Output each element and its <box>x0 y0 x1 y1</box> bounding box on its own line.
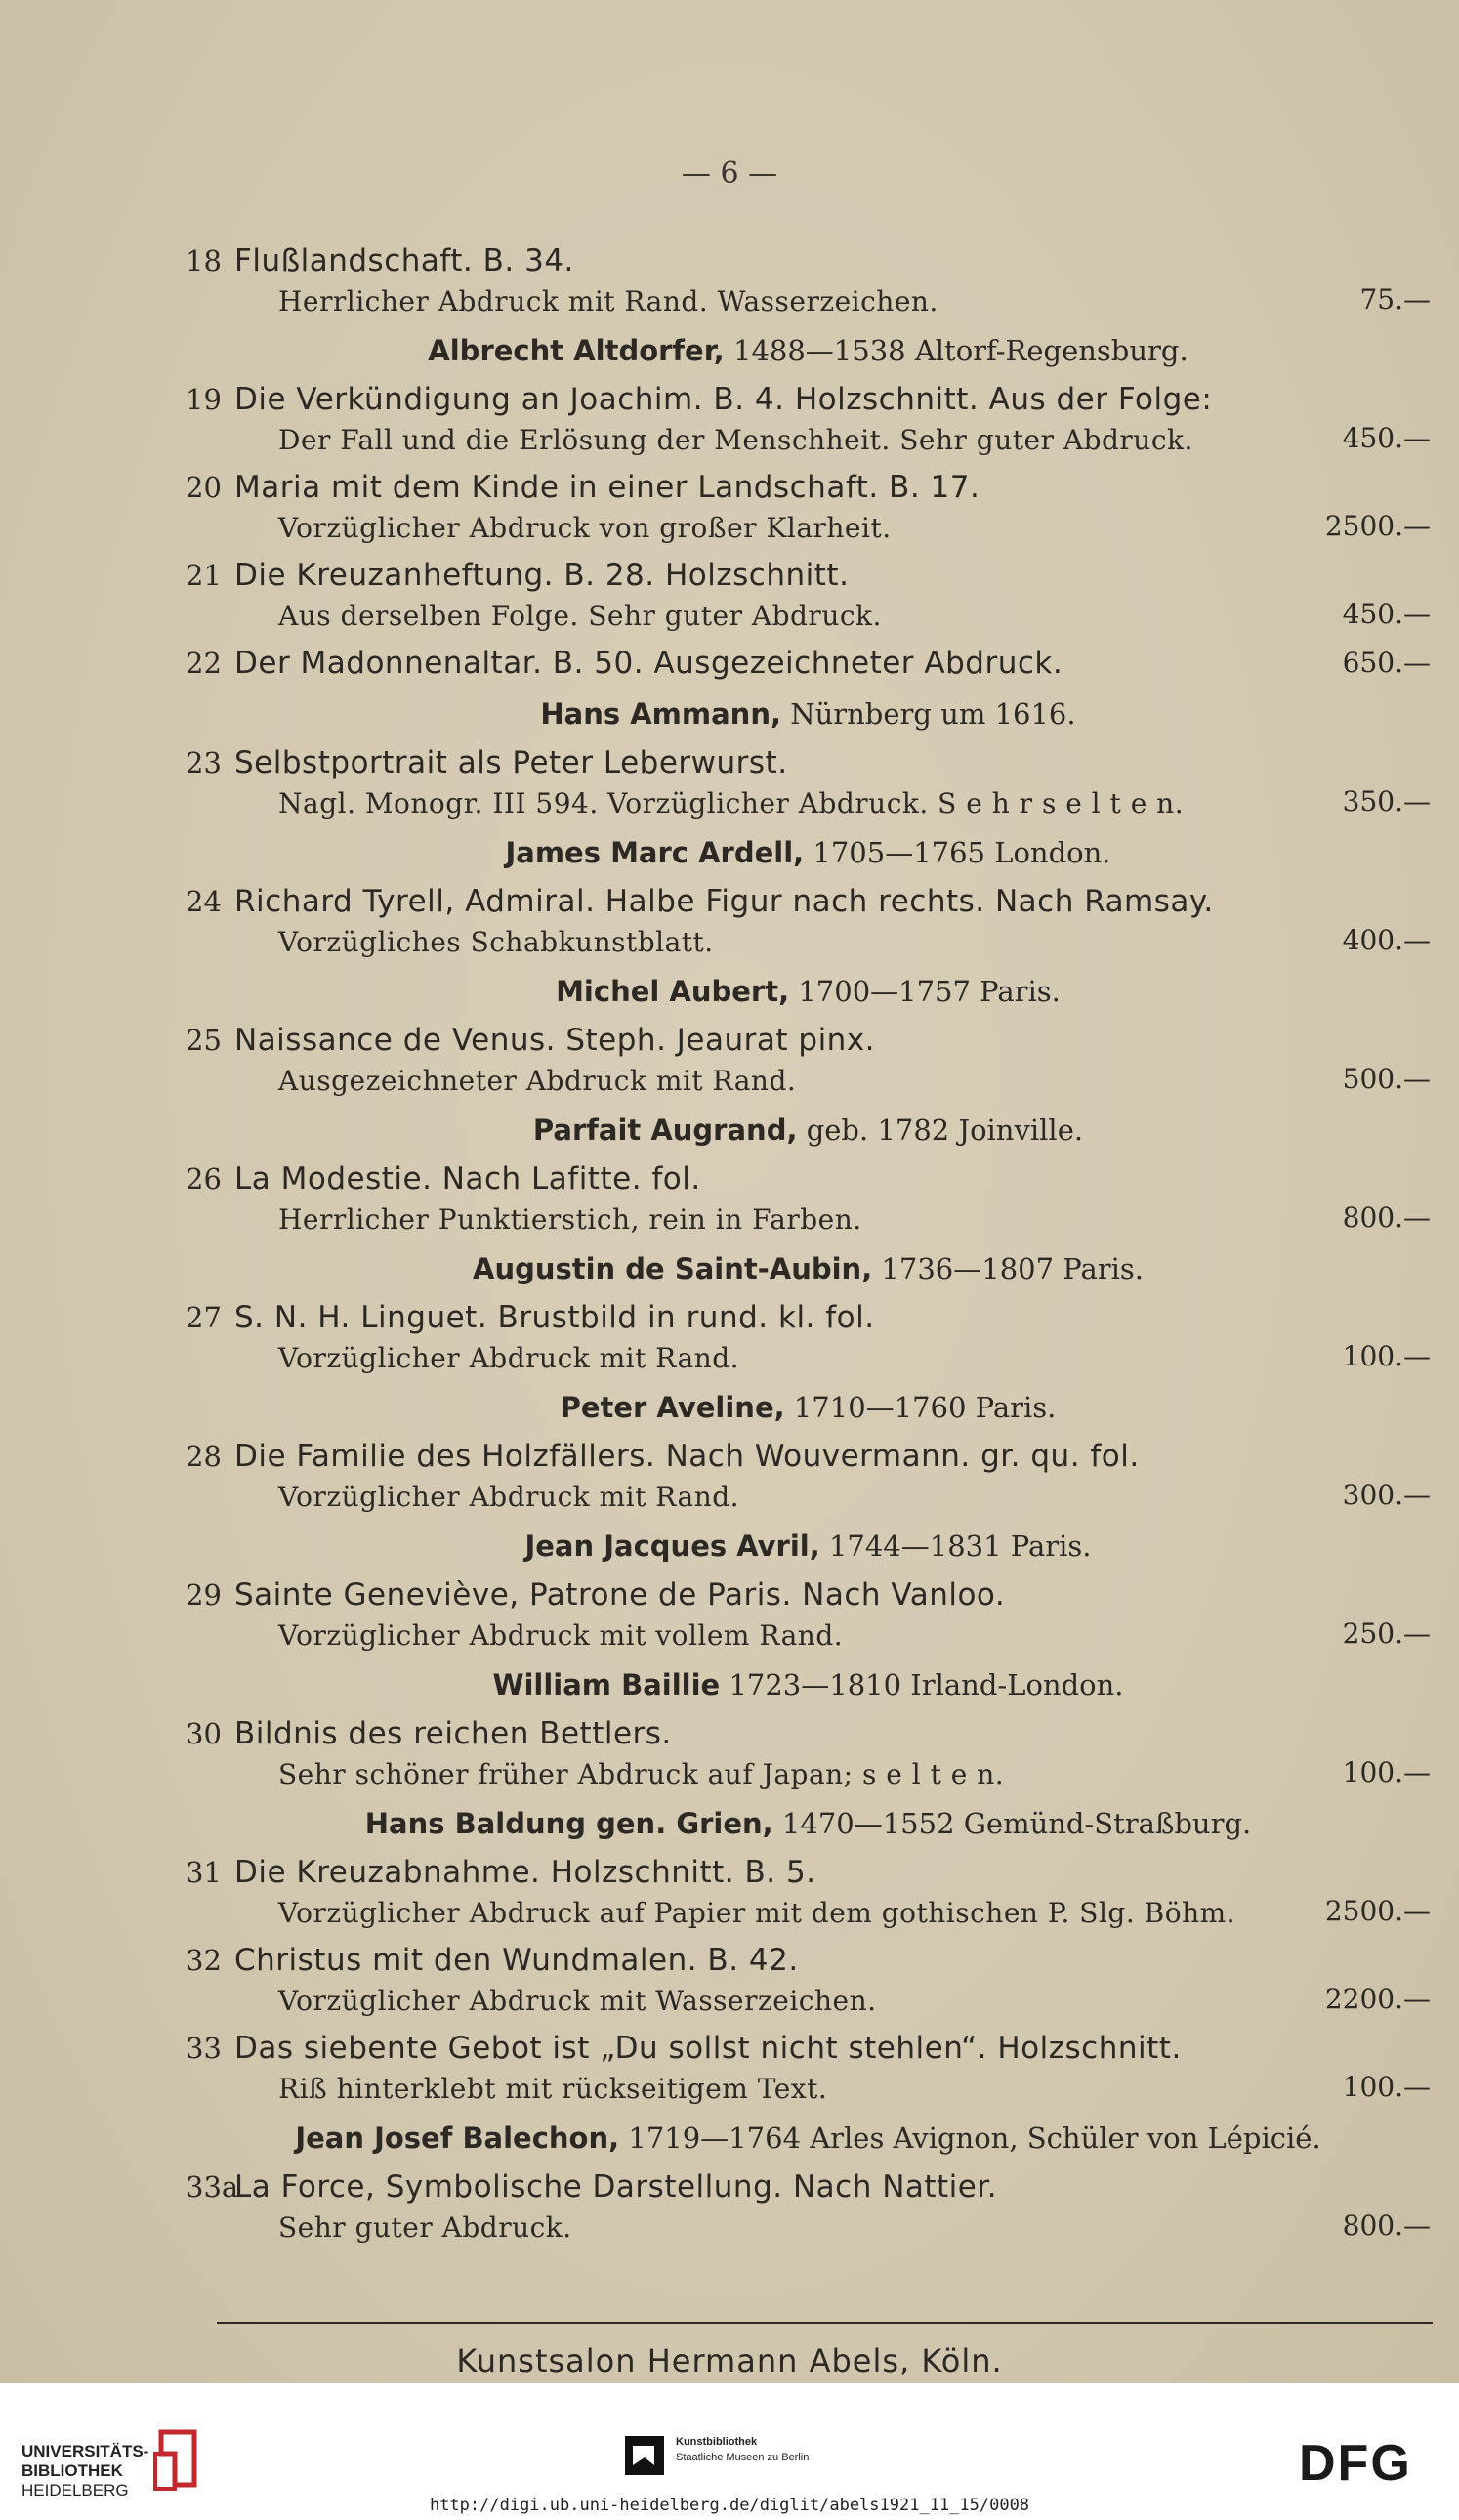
item-description: Vorzüglicher Abdruck mit Rand. <box>278 1481 740 1513</box>
catalog-item <box>186 2165 1431 2247</box>
item-description: Herrlicher Abdruck mit Rand. Wasserzeichen. <box>278 285 938 317</box>
catalog-item <box>186 466 1431 548</box>
catalog-item <box>186 1851 1431 1933</box>
kunstbibliothek-logo-icon[interactable] <box>625 2436 664 2475</box>
item-price: 100.— <box>1342 2071 1431 2103</box>
item-title-line <box>186 1157 1431 1200</box>
artist-heading <box>186 1384 1431 1431</box>
item-number: 28 <box>186 1440 222 1473</box>
item-number: 24 <box>186 885 222 918</box>
artist-heading <box>186 691 1431 737</box>
uni-logo-line3: HEIDELBERG <box>21 2481 129 2499</box>
artist-name: Albrecht Altdorfer, <box>428 334 725 367</box>
item-description: Riß hinterklebt mit rückseitigem Text. <box>278 2073 828 2105</box>
item-number: 21 <box>186 559 222 592</box>
item-price: 100.— <box>1342 1340 1431 1372</box>
artist-name: Michel Aubert, <box>556 975 790 1008</box>
item-price: 400.— <box>1342 924 1431 956</box>
item-title: Naissance de Venus. Steph. Jeaurat pinx. <box>234 1023 876 1058</box>
item-number: 31 <box>186 1856 222 1889</box>
item-price: 800.— <box>1342 2209 1431 2242</box>
artist-name: Hans Ammann, <box>540 697 781 731</box>
artist-name: Jean Jacques Avril, <box>524 1530 820 1563</box>
item-title-line <box>186 1851 1431 1894</box>
item-price: 2500.— <box>1324 1895 1431 1927</box>
item-description: Vorzüglicher Abdruck mit Wasserzeichen. <box>278 1985 877 2017</box>
item-title-line <box>186 239 1431 282</box>
catalog-item <box>186 1712 1431 1794</box>
item-description: Ausgezeichneter Abdruck mit Rand. <box>278 1065 797 1097</box>
artist-dates: 1719—1764 Arles Avignon, Schüler von Lépicié. <box>619 2121 1321 2155</box>
item-title-line <box>186 2165 1431 2208</box>
artist-heading <box>186 829 1431 876</box>
catalog-item <box>186 239 1431 321</box>
artist-name: William Baillie <box>492 1668 721 1701</box>
item-title: Das siebente Gebot ist „Du sollst nicht stehlen“. Holzschnitt. <box>234 2031 1182 2066</box>
item-description: Aus derselben Folge. Sehr guter Abdruck. <box>278 600 882 632</box>
item-price: 300.— <box>1342 1479 1431 1511</box>
item-description: Herrlicher Punktierstich, rein in Farben. <box>278 1203 862 1236</box>
catalog-item <box>186 1435 1431 1517</box>
item-title-line <box>186 554 1431 597</box>
item-number: 22 <box>186 647 222 680</box>
catalog-item <box>186 2027 1431 2109</box>
item-number: 25 <box>186 1024 222 1057</box>
item-description: Sehr guter Abdruck. <box>278 2211 572 2244</box>
item-price: 75.— <box>1359 283 1431 315</box>
artist-heading <box>186 968 1431 1015</box>
catalog-item <box>186 1157 1431 1239</box>
item-price: 450.— <box>1342 598 1431 630</box>
catalog-item <box>186 378 1431 460</box>
artist-name: Peter Aveline, <box>560 1391 785 1424</box>
item-price: 500.— <box>1342 1063 1431 1095</box>
item-title-line <box>186 378 1431 421</box>
item-price: 800.— <box>1342 1201 1431 1234</box>
item-title-line <box>186 1712 1431 1755</box>
artist-dates: 1744—1831 Paris. <box>819 1530 1092 1563</box>
artist-dates: 1488—1538 Altorf-Regensburg. <box>724 334 1188 367</box>
item-title: La Modestie. Nach Lafitte. fol. <box>234 1161 701 1197</box>
item-price: 450.— <box>1342 422 1431 454</box>
item-title: Die Kreuzabnahme. Holzschnitt. B. 5. <box>234 1855 816 1890</box>
item-number: 30 <box>186 1717 222 1750</box>
item-number: 26 <box>186 1162 222 1196</box>
catalog-item <box>186 1574 1431 1656</box>
item-price: 250.— <box>1342 1617 1431 1650</box>
dfg-logo[interactable]: DFG <box>1299 2435 1412 2492</box>
item-number: 33a <box>186 2170 239 2204</box>
item-title-line <box>186 1939 1431 1982</box>
item-title: Sainte Geneviève, Patrone de Paris. Nach Vanloo. <box>234 1577 1006 1613</box>
artist-dates: 1736—1807 Paris. <box>872 1252 1144 1285</box>
footer-rule <box>217 2322 1433 2324</box>
item-number: 33 <box>186 2032 222 2065</box>
item-title: S. N. H. Linguet. Brustbild in rund. kl. fol. <box>234 1300 875 1335</box>
item-number: 19 <box>186 383 222 416</box>
artist-dates: 1470—1552 Gemünd-Straßburg. <box>772 1807 1252 1840</box>
item-description: Der Fall und die Erlösung der Menschheit. Sehr guter Abdruck. <box>278 424 1193 456</box>
item-description: Vorzüglicher Abdruck auf Papier mit dem gothischen P. Slg. Böhm. <box>278 1897 1236 1929</box>
uni-logo-line1: UNIVERSITÄTS- <box>21 2442 149 2460</box>
kunstbibliothek-label <box>676 2434 809 2465</box>
artist-heading <box>186 2115 1431 2162</box>
artist-heading <box>186 1523 1431 1570</box>
artist-dates: 1705—1765 London. <box>804 836 1111 869</box>
university-library-logo[interactable] <box>21 2442 148 2500</box>
item-price: 350.— <box>1342 785 1431 818</box>
catalog-item <box>186 554 1431 636</box>
item-title-line <box>186 466 1431 509</box>
artist-heading <box>186 1107 1431 1154</box>
item-title: Christus mit den Wundmalen. B. 42. <box>234 1943 799 1978</box>
artist-dates: geb. 1782 Joinville. <box>797 1113 1084 1147</box>
catalog-item <box>186 1939 1431 2021</box>
catalog-item <box>186 880 1431 962</box>
artist-name: Hans Baldung gen. Grien, <box>364 1807 773 1840</box>
kb-line2: Staatliche Museen zu Berlin <box>676 2452 810 2463</box>
catalog-item <box>186 1296 1431 1378</box>
item-title-line <box>186 1019 1431 1062</box>
item-title: Selbstportrait als Peter Leberwurst. <box>234 745 788 780</box>
item-price: 100.— <box>1342 1756 1431 1788</box>
item-title-line <box>186 741 1431 784</box>
item-title: Maria mit dem Kinde in einer Landschaft. B. 17. <box>234 470 980 505</box>
item-price: 2500.— <box>1324 510 1431 542</box>
artist-heading <box>186 1245 1431 1292</box>
item-title: Die Familie des Holzfällers. Nach Wouvermann. gr. qu. fol. <box>234 1439 1140 1474</box>
item-description: Sehr schöner früher Abdruck auf Japan; s e l t e n. <box>278 1758 1005 1790</box>
artist-name: Jean Josef Balechon, <box>295 2121 620 2155</box>
item-price: 650.— <box>1342 647 1431 679</box>
artist-dates: 1710—1760 Paris. <box>784 1391 1057 1424</box>
artist-name: Parfait Augrand, <box>532 1113 798 1147</box>
item-title-line <box>186 2027 1431 2070</box>
footer-publisher: Kunstsalon Hermann Abels, Köln. <box>456 2342 1003 2379</box>
catalog-item <box>186 642 1431 685</box>
uni-logo-line2: BIBLIOTHEK <box>21 2461 123 2480</box>
catalog-item <box>186 741 1431 823</box>
item-description: Vorzügliches Schabkunstblatt. <box>278 926 714 958</box>
item-description: Vorzüglicher Abdruck mit vollem Rand. <box>278 1619 844 1652</box>
item-title: Der Madonnenaltar. B. 50. Ausgezeichneter Abdruck. <box>234 646 1063 681</box>
item-title: Richard Tyrell, Admiral. Halbe Figur nach rechts. Nach Ramsay. <box>234 884 1214 919</box>
item-number: 23 <box>186 746 222 779</box>
item-title-line <box>186 880 1431 923</box>
permalink-url[interactable]: http://digi.ub.uni-heidelberg.de/diglit/abels1921_11_15/0008 <box>429 2496 1030 2515</box>
item-title-line <box>186 642 1431 685</box>
item-number: 20 <box>186 471 222 504</box>
artist-dates: 1723—1810 Irland-London. <box>720 1668 1124 1701</box>
item-number: 27 <box>186 1301 222 1334</box>
item-description: Nagl. Monogr. III 594. Vorzüglicher Abdruck. S e h r s e l t e n. <box>278 787 1185 819</box>
artist-name: Augustin de Saint-Aubin, <box>473 1252 873 1285</box>
page-number: — 6 — <box>681 156 778 190</box>
kb-line1: Kunstbibliothek <box>676 2436 758 2448</box>
catalog-list <box>186 239 1431 2253</box>
artist-heading <box>186 1661 1431 1708</box>
item-title: Die Verkündigung an Joachim. B. 4. Holzschnitt. Aus der Folge: <box>234 382 1213 417</box>
item-number: 18 <box>186 244 222 277</box>
item-title: Bildnis des reichen Bettlers. <box>234 1716 672 1751</box>
item-number: 32 <box>186 1944 222 1977</box>
item-title-line <box>186 1574 1431 1617</box>
artist-heading <box>186 327 1431 374</box>
artist-name: James Marc Ardell, <box>505 836 805 869</box>
item-description: Vorzüglicher Abdruck von großer Klarheit. <box>278 512 892 544</box>
item-title-line <box>186 1296 1431 1339</box>
catalog-item <box>186 1019 1431 1101</box>
item-price: 2200.— <box>1324 1983 1431 2015</box>
artist-heading <box>186 1800 1431 1847</box>
university-mark-icon <box>151 2424 198 2493</box>
item-number: 29 <box>186 1578 222 1612</box>
artist-dates: Nürnberg um 1616. <box>781 697 1076 731</box>
item-description: Vorzüglicher Abdruck mit Rand. <box>278 1342 740 1374</box>
item-title: La Force, Symbolische Darstellung. Nach Nattier. <box>234 2169 998 2205</box>
artist-dates: 1700—1757 Paris. <box>789 975 1061 1008</box>
item-title-line <box>186 1435 1431 1478</box>
item-title: Die Kreuzanheftung. B. 28. Holzschnitt. <box>234 558 850 593</box>
item-title: Flußlandschaft. B. 34. <box>234 243 574 278</box>
